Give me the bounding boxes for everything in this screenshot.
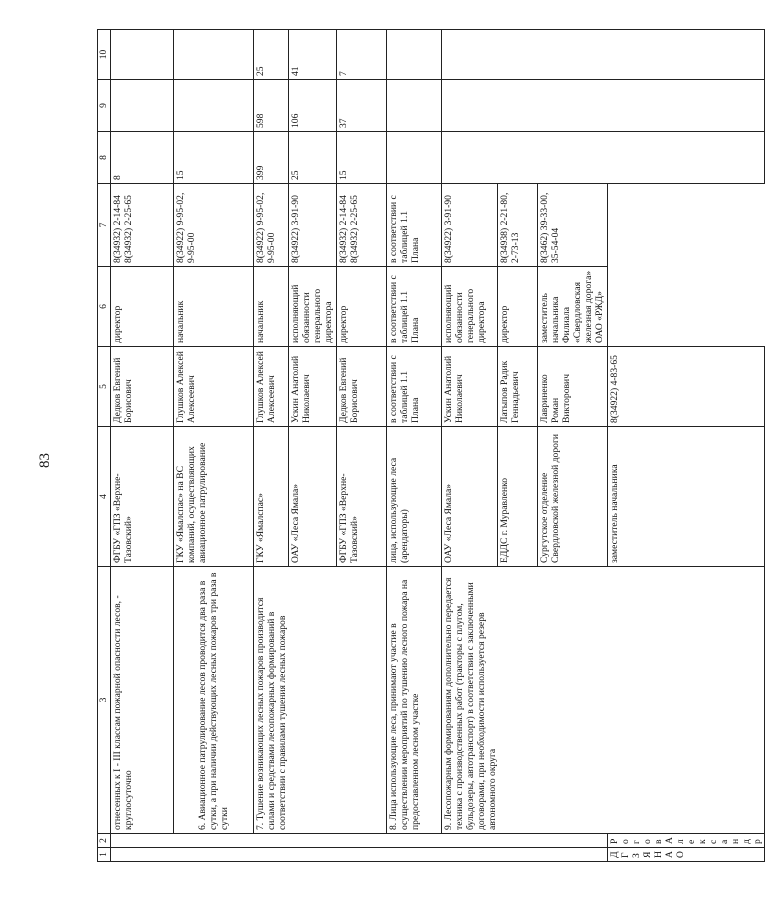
- col-header-4: 4: [98, 427, 111, 567]
- row6-measure: 6. Авиационное патрулирование лесов проводится два раза в сутки, а при наличии действующих лесных пожаров три раза в сутки: [174, 567, 254, 834]
- col-header-10: 10: [98, 30, 111, 80]
- row8-org: лица, использующие леса (арендаторы): [387, 427, 442, 567]
- row9-c9: [442, 80, 765, 132]
- row-cont-position: директор: [111, 267, 174, 347]
- table-row: [111, 30, 174, 862]
- row7c-position: директор: [337, 267, 387, 347]
- row8-c8: [387, 132, 442, 184]
- col-header-6: 6: [98, 267, 111, 347]
- row7b-position: исполняющий обязанности генерального директора: [289, 267, 337, 347]
- row-cont-measure: отнесенных к I - III классам пожарной опасности лесов, - круглосуточно: [111, 567, 174, 834]
- row-cont-org: ФГБУ «ГПЗ «Верхне-Тазовский»: [111, 427, 174, 567]
- row-cont-c9: [111, 80, 174, 132]
- row9d-phone: 8(34922) 4-83-65: [608, 347, 765, 427]
- col-header-8: 8: [98, 132, 111, 184]
- row9a-position: исполняющий обязанности генерального директора: [442, 267, 498, 347]
- row8-c10: [387, 30, 442, 80]
- row8-person: в соответствии с таблицей 1.1 Плана: [387, 347, 442, 427]
- rotated-document: [97, 30, 764, 862]
- row9d-position: заместитель начальника: [608, 427, 765, 567]
- table-row: [442, 30, 498, 862]
- row7c-c9: 37: [337, 80, 387, 132]
- row-cont-c10: [111, 30, 174, 80]
- header-row: [98, 30, 111, 862]
- row7b-c9: 106: [289, 80, 337, 132]
- fire-plan-table: [97, 29, 765, 862]
- col-header-1: 1: [98, 848, 111, 862]
- row8-measure: 8. Лица использующие леса, принимают участие в осуществлении мероприятий по тушению лесного пожара на предоставленном лесном участке: [387, 567, 442, 834]
- page-number: 83: [37, 453, 53, 468]
- row9a-person: Ускин Анатолий Николаевич: [442, 347, 498, 427]
- row8-position: в соответствии с таблицей 1.1 Плана: [387, 267, 442, 347]
- row6-c9: [174, 80, 254, 132]
- row8-c9: [387, 80, 442, 132]
- row7a-phone: 8(34922) 9-95-02, 9-95-00: [254, 184, 289, 267]
- row9a-org: ОАУ «Леса Ямала»: [442, 427, 498, 567]
- row7a-c9: 598: [254, 80, 289, 132]
- row6-position: начальник: [174, 267, 254, 347]
- row9b-position: директор: [498, 267, 538, 347]
- row9c-org: Сургутское отделение Свердловской железной дороги: [538, 427, 608, 567]
- row6-c8: 15: [174, 132, 254, 184]
- row-cont-person: Дедков Евгений Борисович: [111, 347, 174, 427]
- row6-org: ГКУ «Ямалспас» на ВС компаний, осуществляющих авиационное патрулирование: [174, 427, 254, 567]
- row7c-phone: 8(34932) 2-14-84 8(34932) 2-25-65: [337, 184, 387, 267]
- row7a-c10: 25: [254, 30, 289, 80]
- row7b-c8: 25: [289, 132, 337, 184]
- row7c-c8: 15: [337, 132, 387, 184]
- row9-c10: [442, 30, 765, 80]
- row9c-person: Лавриненко Роман Викторович: [538, 347, 608, 427]
- row-cont-c8: 8: [111, 132, 174, 184]
- row6-c10: [174, 30, 254, 80]
- table-row: [174, 30, 254, 862]
- row7c-org: ФГБУ «ГПЗ «Верхне-Тазовский»: [337, 427, 387, 567]
- table-row: [254, 30, 289, 862]
- row7a-person: Глушков Алексей Алексеевич: [254, 347, 289, 427]
- row7b-person: Ускин Анатолий Николаевич: [289, 347, 337, 427]
- row9c-phone: 8(3462) 39-33-00, 35-54-04: [538, 184, 608, 267]
- row9-measure: 9. Лесопожарным формированиям дополнительно передается техника с производственных работ (тракторы с плугом, бульдозеры, автотранспорт) в соответствии с заключенными договорами, при необходимости используется резерв автономного округа: [442, 567, 765, 834]
- table-row: [387, 30, 442, 862]
- row7b-c10: 41: [289, 30, 337, 80]
- row6-phone: 8(34922) 9-95-02, 9-95-00: [174, 184, 254, 267]
- row9d-person: Рогов Александр: [608, 834, 765, 848]
- col-header-7: 7: [98, 184, 111, 267]
- row7-measure: 7. Тушение возникающих лесных пожаров производится силами и средствами лесопожарных формирований в соответствии с правилами тушения лесных пожаров: [254, 567, 387, 834]
- row9b-org: ЕДДС г. Муравленко: [498, 427, 538, 567]
- row7c-person: Дедков Евгений Борисович: [337, 347, 387, 427]
- row7a-c8: 399: [254, 132, 289, 184]
- row7c-c10: 7: [337, 30, 387, 80]
- col2-cell: [111, 834, 608, 848]
- row9a-phone: 8(34922) 3-91-90: [442, 184, 498, 267]
- col-header-3: 3: [98, 567, 111, 834]
- row9d-org: ДГЗ ЯНАО: [608, 848, 765, 862]
- col1-cell: [111, 848, 608, 862]
- row7b-org: ОАУ «Леса Ямала»: [289, 427, 337, 567]
- row8-phone: в соответствии с таблицей 1.1 Плана: [387, 184, 442, 267]
- row9b-phone: 8(34938) 2-21-80, 2-73-13: [498, 184, 538, 267]
- col-header-5: 5: [98, 347, 111, 427]
- row7a-position: начальник: [254, 267, 289, 347]
- col-header-9: 9: [98, 80, 111, 132]
- col-header-2: 2: [98, 834, 111, 848]
- row9b-person: Латыпов Радик Геннадьевич: [498, 347, 538, 427]
- row7b-phone: 8(34922) 3-91-90: [289, 184, 337, 267]
- row9-c8: [442, 132, 765, 184]
- row9c-position: заместитель начальника Филиала «Свердловская железная дорога» ОАО «РЖД»: [538, 267, 608, 347]
- row6-person: Глушков Алексей Алексеевич: [174, 347, 254, 427]
- row-cont-phone: 8(34932) 2-14-84 8(34932) 2-25-65: [111, 184, 174, 267]
- row7a-org: ГКУ «Ямалспас»: [254, 427, 289, 567]
